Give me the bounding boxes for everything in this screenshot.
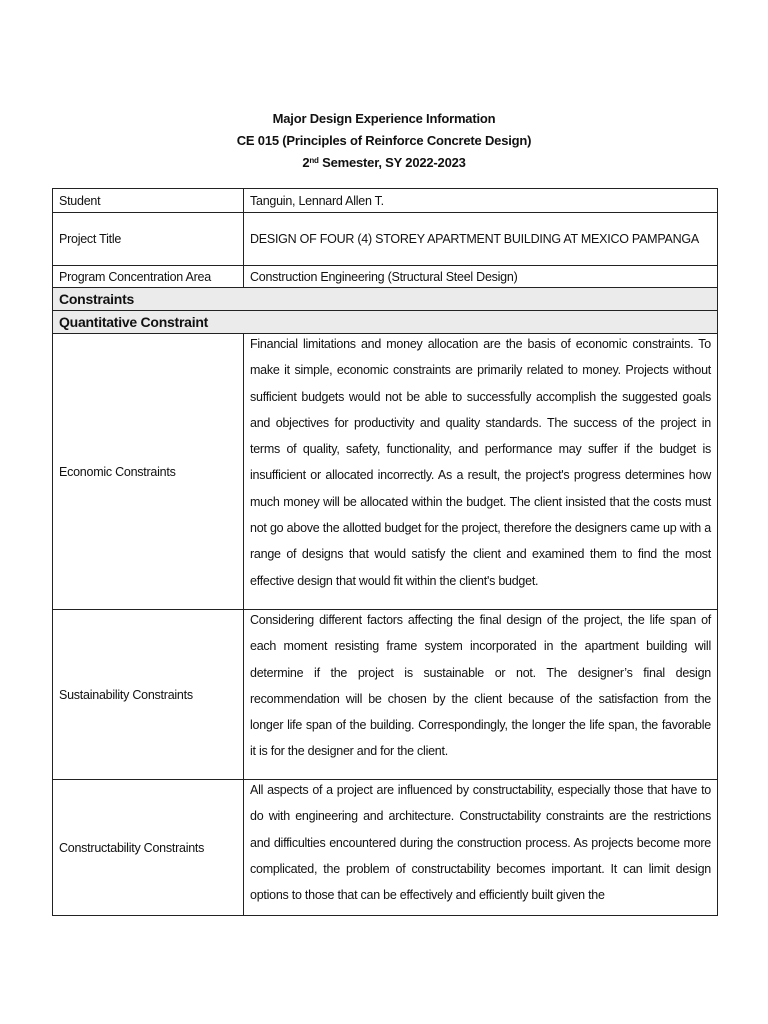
constraints-section-row	[53, 288, 718, 311]
semester-rest: Semester, SY 2022-2023	[318, 155, 466, 170]
header-course: CE 015 (Principles of Reinforce Concrete Design)	[236, 133, 532, 148]
project-title-row	[53, 213, 718, 266]
economic-row	[53, 334, 718, 610]
semester-number: 2	[302, 155, 310, 170]
constructability-row	[53, 780, 718, 916]
constructability-text: All aspects of a project are influenced by constructability, especially those that have to do with engineering and architecture. Constructability constraints are the restrictions and difficulties encountered during the construction process. As projects become more complicated, the problem of constructability becomes important. It can limit design options to those that can be effectively and efficiently built given the	[250, 783, 711, 903]
program-row	[53, 266, 718, 288]
constructability-label: Constructability Constraints	[53, 780, 244, 916]
quantitative-heading: Quantitative Constraint	[53, 311, 718, 334]
sustainability-text: Considering different factors affecting the final design of the project, the life span of each moment resisting frame system incorporated in the apartment building will determine if the project is sustainable or not. The designer’s final design recommendation will be chosen by the client because of the satisfaction from the longer life span of the building. Correspondingly, the longer the life span, the favorable it is for the designer and for the client.	[250, 613, 711, 759]
header-title: Major Design Experience Information	[272, 111, 496, 126]
document-header	[0, 108, 768, 174]
semester-ordinal: nd	[309, 156, 319, 165]
sustainability-text-cell	[244, 610, 718, 780]
student-value: Tanguin, Lennard Allen T.	[244, 189, 718, 213]
constraints-heading: Constraints	[53, 288, 718, 311]
student-row	[53, 189, 718, 213]
constructability-text-cell	[244, 780, 718, 916]
project-title-label: Project Title	[53, 213, 244, 266]
sustainability-row	[53, 610, 718, 780]
economic-text-cell	[244, 334, 718, 610]
program-label: Program Concentration Area	[53, 266, 244, 288]
economic-text: Financial limitations and money allocation are the basis of economic constraints. To make it simple, economic constraints are primarily related to money. Projects without sufficient budgets would not be able to successfully accomplish the suggested goals and objectives for productivity and quality standards. The success of the project in terms of quality, safety, functionality, and performance may suffer if the budget is insufficient or allocated incorrectly. As a result, the project's progress determines how much money will be allocated within the budget. The client insisted that the costs must not go above the allotted budget for the project, therefore the designers came up with a range of designs that would satisfy the client and examined them to find the most effective design that would fit within the client's budget.	[250, 337, 711, 588]
header-semester	[0, 152, 768, 174]
student-label: Student	[53, 189, 244, 213]
program-value: Construction Engineering (Structural Steel Design)	[244, 266, 718, 288]
sustainability-label: Sustainability Constraints	[53, 610, 244, 780]
design-info-table	[52, 188, 718, 916]
economic-label: Economic Constraints	[53, 334, 244, 610]
project-title-value: DESIGN OF FOUR (4) STOREY APARTMENT BUILDING AT MEXICO PAMPANGA	[244, 213, 718, 266]
